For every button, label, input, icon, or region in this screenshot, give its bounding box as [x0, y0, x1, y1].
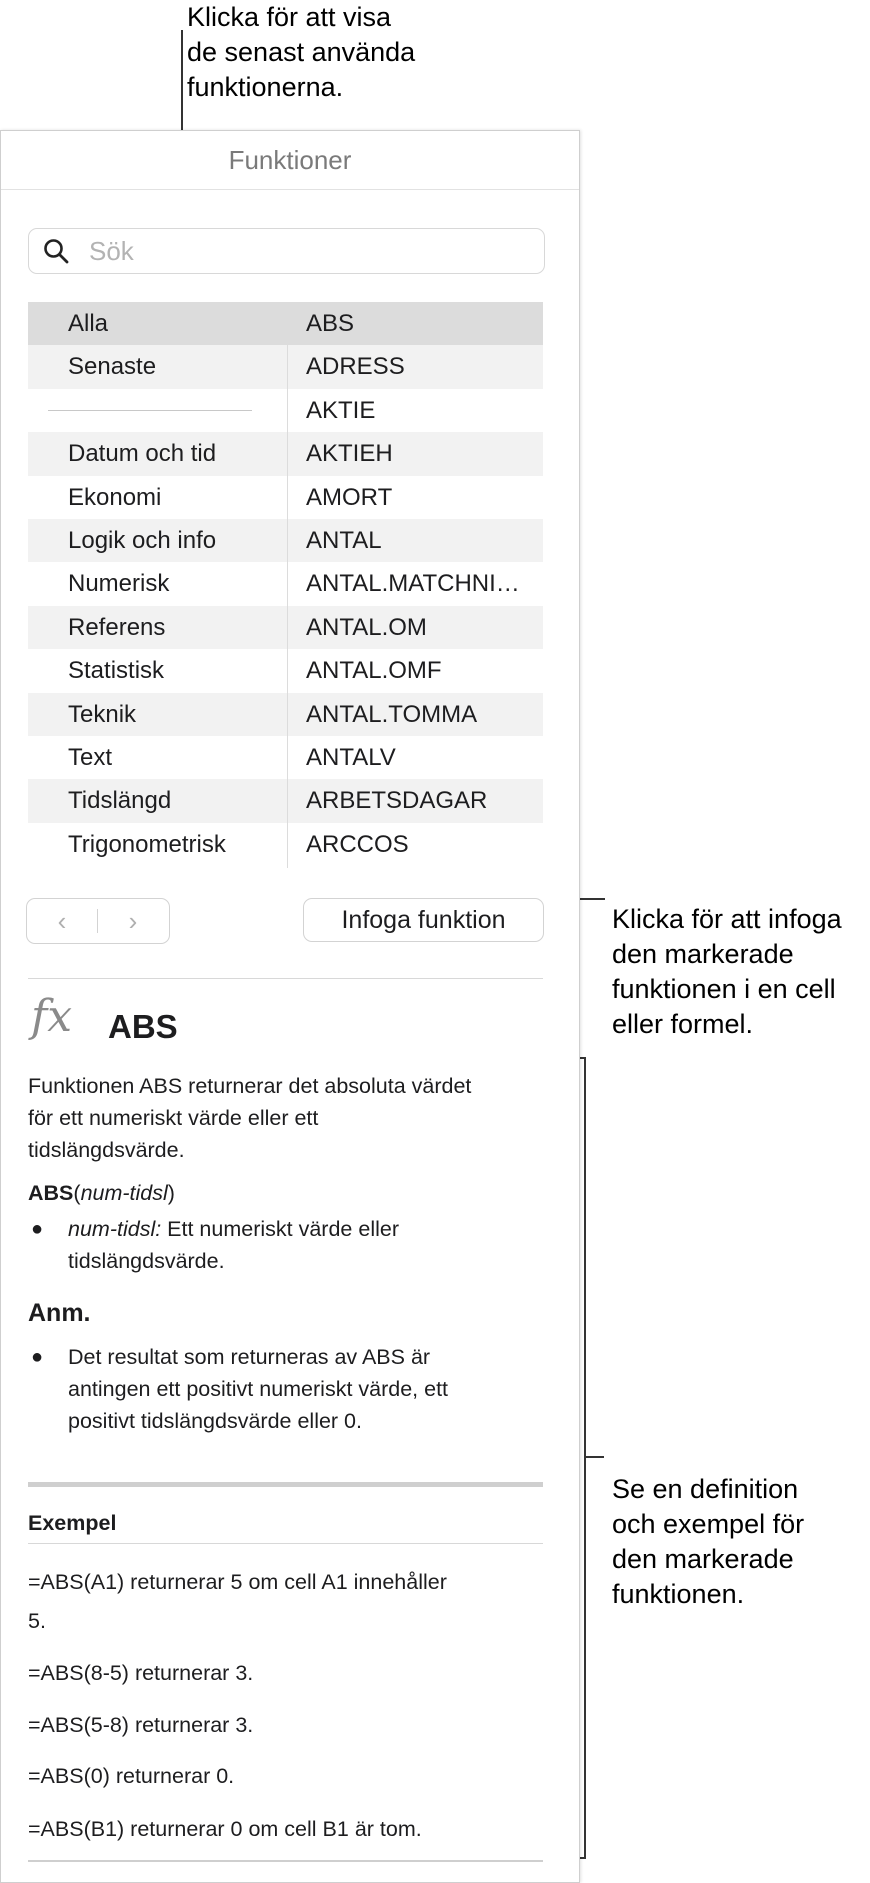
back-button[interactable]: ‹ — [57, 906, 67, 936]
function-description — [28, 1070, 558, 1166]
divider — [28, 1482, 543, 1487]
search-field[interactable] — [28, 228, 545, 274]
function-item[interactable]: ANTAL.TOMMA — [306, 700, 478, 728]
functions-panel — [0, 130, 580, 1883]
callout-line: funktionerna. — [187, 72, 344, 102]
divider — [28, 1860, 543, 1862]
text-line: positivt tidslängdsvärde eller 0. — [68, 1409, 362, 1433]
callout-line: funktionen. — [612, 1579, 745, 1609]
table-row — [28, 693, 543, 736]
text-line: Det resultat som returneras av ABS är — [68, 1345, 431, 1369]
category-item[interactable]: Text — [68, 744, 113, 771]
category-item[interactable]: Ekonomi — [68, 483, 162, 511]
table-row — [28, 562, 543, 605]
function-name: ABS — [108, 1008, 178, 1045]
syntax-arg: num-tidsl — [80, 1181, 168, 1205]
fx-icon: fx — [31, 991, 73, 1042]
example-line: =ABS(B1) returnerar 0 om cell B1 är tom. — [28, 1817, 422, 1841]
category-item[interactable]: Datum och tid — [68, 440, 217, 468]
note-text — [68, 1341, 558, 1437]
table-row — [28, 345, 543, 388]
function-item[interactable]: ARBETSDAGAR — [306, 787, 488, 815]
example-line: =ABS(8-5) returnerar 3. — [28, 1661, 254, 1685]
callout-recent — [187, 0, 507, 105]
text-line: för ett numeriskt värde eller ett — [28, 1106, 319, 1130]
category-item[interactable]: Logik och info — [68, 527, 217, 554]
callout-bracket — [586, 1456, 604, 1458]
table-row — [28, 389, 543, 432]
example-line: =ABS(A1) returnerar 5 om cell A1 innehåller — [28, 1570, 447, 1594]
notes-heading: Anm. — [28, 1299, 91, 1327]
function-browser — [28, 302, 543, 868]
function-item[interactable]: ANTAL — [306, 527, 382, 554]
table-row — [28, 476, 543, 519]
callout-line: de senast använda — [187, 37, 416, 67]
text-line: antingen ett positivt numeriskt värde, ett — [68, 1377, 449, 1401]
function-item[interactable]: ANTAL.OM — [306, 613, 427, 641]
category-item[interactable]: Alla — [68, 310, 109, 337]
example-line: 5. — [28, 1609, 46, 1633]
category-item[interactable]: Numerisk — [68, 570, 170, 598]
text-line: Funktionen ABS returnerar det absoluta värdet — [28, 1074, 472, 1098]
category-item[interactable]: Tidslängd — [68, 787, 172, 815]
category-item[interactable]: Referens — [68, 613, 166, 641]
text-line — [68, 1213, 558, 1245]
function-item[interactable]: AKTIE — [306, 396, 376, 424]
category-item[interactable]: Trigonometrisk — [68, 830, 226, 858]
example-line: =ABS(0) returnerar 0. — [28, 1764, 235, 1788]
syntax-open: ( — [73, 1181, 81, 1205]
argument-text: Ett numeriskt värde eller — [161, 1217, 399, 1241]
text-line: tidslängdsvärde. — [28, 1138, 185, 1162]
table-row — [28, 736, 543, 779]
search-icon — [43, 238, 69, 264]
panel-title: Funktioner — [1, 131, 579, 190]
syntax-name: ABS — [28, 1181, 74, 1205]
history-nav — [26, 898, 170, 944]
callout-definition — [612, 1472, 870, 1612]
category-item[interactable]: Teknik — [68, 700, 137, 728]
argument-label: num-tidsl: — [68, 1217, 162, 1241]
separator-line — [48, 410, 252, 411]
callout-line: eller formel. — [612, 1009, 754, 1039]
examples-heading: Exempel — [28, 1511, 117, 1535]
insert-function-button[interactable]: Infoga funktion — [303, 898, 544, 942]
bullet-icon: ● — [31, 1346, 44, 1368]
callout-line: Klicka för att visa — [187, 2, 392, 32]
callout-line: Se en definition — [612, 1474, 799, 1504]
callout-bracket — [584, 1057, 586, 1859]
category-item[interactable]: Senaste — [68, 353, 157, 381]
table-row — [28, 432, 543, 475]
category-item[interactable]: Statistisk — [68, 657, 165, 685]
table-row — [28, 606, 543, 649]
callout-line: funktionen i en cell — [612, 974, 836, 1004]
table-row — [28, 823, 543, 866]
syntax-close: ) — [167, 1181, 175, 1205]
column-divider — [287, 302, 288, 868]
table-row — [28, 519, 543, 562]
text-line: tidslängdsvärde. — [68, 1249, 225, 1273]
category-separator — [28, 389, 287, 432]
function-item[interactable]: ANTAL.OMF — [306, 657, 442, 685]
function-item[interactable]: ARCCOS — [306, 830, 409, 858]
function-item[interactable]: ANTAL.MATCHNI… — [306, 570, 520, 598]
table-row — [28, 302, 543, 345]
table-row — [28, 779, 543, 822]
function-item[interactable]: ABS — [306, 310, 355, 337]
forward-button[interactable]: › — [128, 906, 138, 936]
bullet-icon: ● — [31, 1218, 44, 1240]
callout-insert — [612, 902, 870, 1042]
callout-line: den markerade — [612, 939, 794, 969]
search-input[interactable] — [87, 235, 531, 267]
function-item[interactable]: ADRESS — [306, 353, 405, 381]
function-item[interactable]: ANTALV — [306, 744, 396, 771]
argument-description — [68, 1213, 558, 1277]
function-syntax — [28, 1177, 558, 1209]
function-item[interactable]: AKTIEH — [306, 440, 393, 468]
table-row — [28, 649, 543, 692]
function-item[interactable]: AMORT — [306, 483, 393, 511]
divider — [28, 1543, 543, 1544]
callout-line: Klicka för att infoga — [612, 904, 842, 934]
example-line: =ABS(5-8) returnerar 3. — [28, 1713, 254, 1737]
callout-line: och exempel för — [612, 1509, 805, 1539]
callout-line: den markerade — [612, 1544, 794, 1574]
divider — [28, 978, 543, 979]
